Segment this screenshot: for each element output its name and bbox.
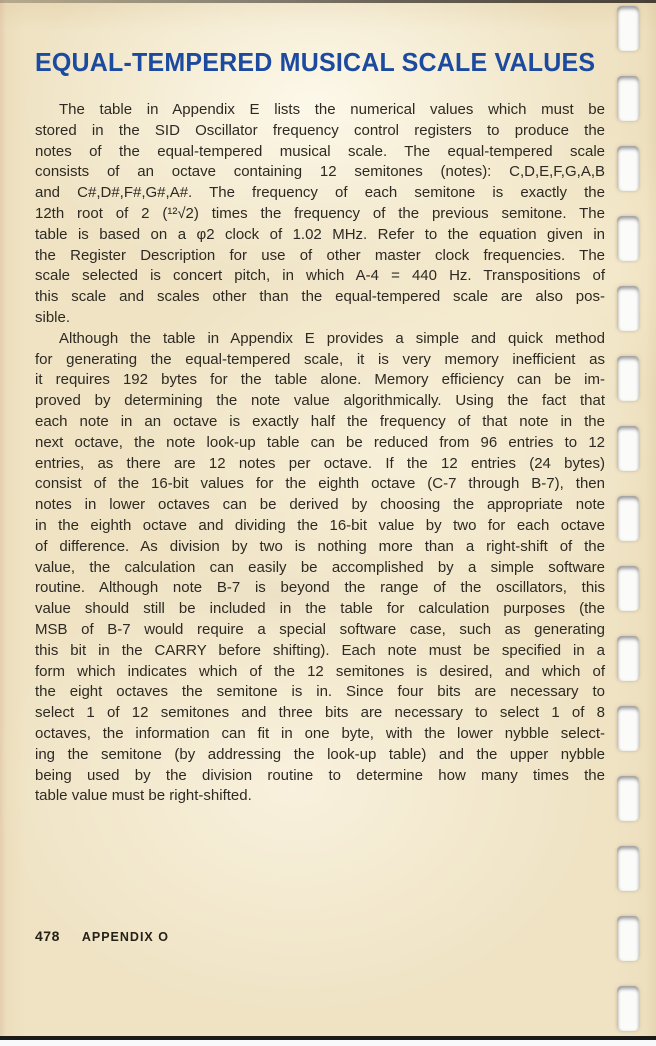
binding-hole	[617, 986, 639, 1031]
paragraph-1-line: this scale and scales other than the equal-tempered scale are also pos-	[35, 288, 605, 306]
scan-top-edge	[0, 0, 656, 3]
page-number: 478	[35, 928, 60, 944]
paragraph-1-line: 12th root of 2 (¹²√2) times the frequency of the previous semitone. The	[35, 204, 605, 222]
paragraph-1-line: table is based on a φ2 clock of 1.02 MHz. Refer to the equation given in	[35, 225, 605, 243]
paragraph-2-line: ing the semitone (by addressing the look-up table) and the upper nybble	[35, 745, 605, 763]
paragraph-2-line: for generating the equal-tempered scale, it is very memory inefficient as	[35, 350, 605, 368]
paragraph-2-line: MSB of B-7 would require a special software case, such as generating	[35, 620, 605, 638]
binding-hole	[617, 916, 639, 961]
paragraph-1-line: The table in Appendix E lists the numerical values which must be	[59, 101, 605, 118]
paragraph-2-line: this bit in the CARRY before shifting). Each note must be specified in a	[35, 641, 605, 659]
binding-hole	[617, 146, 639, 191]
section-title: APPENDIX O	[81, 930, 169, 944]
paragraph-1-line: scale selected is concert pitch, in which A-4 = 440 Hz. Transpositions of	[35, 267, 605, 285]
binding-hole	[617, 706, 639, 751]
paragraph-2-line: it requires 192 bytes for the table alone. Memory efficiency can be im-	[35, 371, 605, 389]
page-title: EQUAL-TEMPERED MUSICAL SCALE VALUES	[35, 48, 596, 78]
paragraph-2-line: notes in lower octaves can be derived by choosing the appropriate note	[35, 496, 605, 514]
paragraph-2-line: Although the table in Appendix E provides a simple and quick method	[59, 329, 605, 347]
paragraph-2-line: octaves, the information can fit in one byte, with the lower nybble select-	[35, 724, 605, 742]
page-footer	[35, 928, 605, 946]
paragraph-2-line: next octave, the note look-up table can be reduced from 96 entries to 12	[35, 433, 605, 451]
binding-hole	[617, 776, 639, 821]
paragraph-2-line: consist of the 16-bit values for the eighth octave (C-7 through B-7), then	[35, 475, 605, 493]
paragraph-2-line: proved by determining the note value algorithmically. Using the fact that	[35, 392, 605, 410]
binding-hole	[617, 846, 639, 891]
paragraph-1-line: notes of the equal-tempered musical scale. The equal-tempered scale	[35, 142, 605, 160]
paragraph-2-line: being used by the division routine to determine how many times the	[35, 766, 605, 784]
paragraph-1-line: consists of an octave containing 12 semitones (notes): C,D,E,F,G,A,B	[35, 163, 605, 181]
binding-hole	[617, 566, 639, 611]
binding-hole	[617, 76, 639, 121]
binding-hole	[617, 6, 639, 51]
paragraph-2-line: value should still be included in the table for calculation purposes (the	[35, 600, 605, 618]
binding-hole	[617, 426, 639, 471]
binding-hole	[617, 636, 639, 681]
paragraph-1-line: and C#,D#,F#,G#,A#. The frequency of each semitone is exactly the	[35, 184, 605, 202]
paragraph-2-line: in the eighth octave and dividing the 16-bit value by two for each octave	[35, 516, 605, 534]
paragraph-2-line: routine. Although note B-7 is beyond the range of the oscillators, this	[35, 579, 605, 597]
paragraph-2-line: entries, as there are 12 notes per octave. If the 12 entries (24 bytes)	[35, 454, 605, 472]
binding-hole	[617, 216, 639, 261]
binding-hole	[617, 286, 639, 331]
paragraph-2-line: table value must be right-shifted.	[35, 787, 252, 805]
paragraph-2-line: the eight octaves the semitone is in. Since four bits are necessary to	[35, 683, 605, 701]
paragraph-2-line: select 1 of 12 semitones and three bits are necessary to select 1 of 8	[35, 704, 605, 722]
paragraph-2-line: of difference. As division by two is nothing more than a right-shift of the	[35, 537, 605, 555]
paragraph-2-line: each note in an octave is exactly half the frequency of that note in the	[35, 412, 605, 430]
paragraph-2-line: form which indicates which of the 12 semitones is desired, and which of	[35, 662, 605, 680]
paragraph-2-line: value, the calculation can easily be accomplished by a simple software	[35, 558, 605, 576]
paragraph-1-line: the Register Description for use of other master clock frequencies. The	[35, 246, 605, 264]
binding-hole	[617, 356, 639, 401]
binding-hole	[617, 496, 639, 541]
paragraph-1-line: sible.	[35, 308, 71, 326]
article-body	[35, 100, 605, 807]
scan-bottom-edge	[0, 1036, 656, 1046]
paragraph-1-line: stored in the SID Oscillator frequency control registers to produce the	[35, 121, 605, 139]
